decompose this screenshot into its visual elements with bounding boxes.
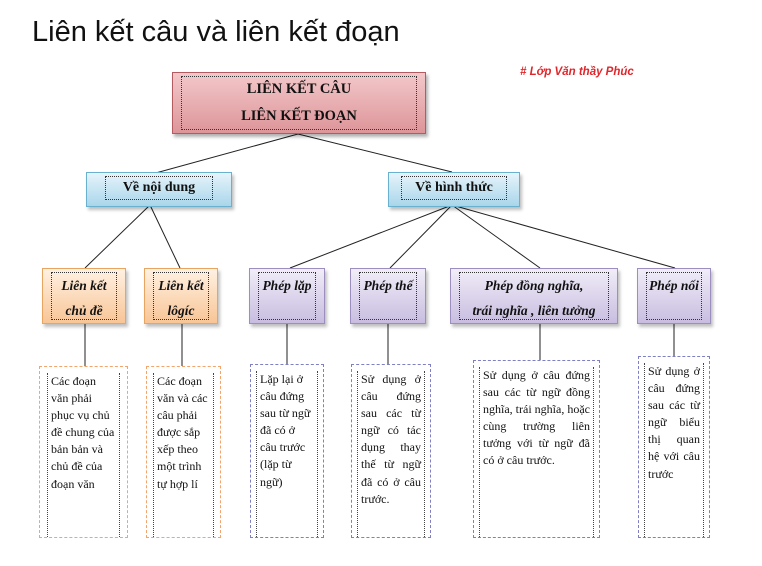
leaf-line1: Phép nối — [649, 278, 699, 293]
connector-form-noi — [452, 205, 675, 268]
root-line1: LIÊN KẾT CÂU — [246, 81, 352, 97]
desc-phep-noi — [638, 356, 710, 538]
leaf-lien-ket-logic — [144, 268, 218, 324]
desc-lien-ket-chu-de — [39, 366, 128, 538]
leaf-phep-noi — [637, 268, 711, 324]
leaf-line1: Liên kết — [61, 278, 107, 293]
branch-content — [86, 172, 232, 207]
desc-text: Lặp lại ở câu đứng sau từ ngữ đã có ở câu trước (lặp từ ngữ) — [256, 371, 318, 537]
connector-form-dongnghia — [452, 205, 540, 268]
connector-form-the — [390, 205, 452, 268]
desc-text: Sử dụng ở câu đứng sau các từ ngữ đồng nghĩa, trái nghĩa, hoặc cùng trường liên tưởng với từ ngữ đã có ở câu trước. — [479, 367, 594, 537]
desc-text: Các đoạn văn phải phục vụ chủ đề chung của bản bản và chủ đề của đoạn văn — [47, 373, 120, 537]
desc-phep-the — [351, 364, 431, 538]
leaf-phep-the — [350, 268, 426, 324]
watermark: # Lớp Văn thầy Phúc — [520, 66, 634, 78]
page-title: Liên kết câu và liên kết đoạn — [32, 16, 400, 48]
branch-form — [388, 172, 520, 207]
connector-root-content — [152, 134, 298, 174]
leaf-phep-dong-nghia — [450, 268, 618, 324]
leaf-phep-lap — [249, 268, 325, 324]
leaf-line2: lôgíc — [167, 303, 195, 318]
leaf-line1: Phép lặp — [262, 278, 312, 293]
connector-form-lap — [290, 205, 452, 268]
leaf-line1: Phép thế — [363, 278, 413, 293]
leaf-line1: Phép đồng nghĩa, — [484, 278, 584, 293]
connector-content-logic — [150, 205, 180, 268]
desc-text: Sử dụng ở câu đứng sau các từ ngữ biểu thị quan hệ với câu trước — [644, 363, 704, 537]
desc-text: Các đoạn văn và các câu phải được sắp xếp theo một trình tự hợp lí — [153, 373, 214, 537]
leaf-line1: Liên kết — [158, 278, 204, 293]
desc-phep-dong-nghia — [473, 360, 600, 538]
root-line2: LIÊN KẾT ĐOẠN — [241, 108, 357, 124]
leaf-lien-ket-chu-de — [42, 268, 126, 324]
desc-phep-lap — [250, 364, 324, 538]
root-node — [172, 72, 426, 134]
leaf-line2: trái nghĩa , liên tưởng — [472, 303, 596, 318]
branch-content-label: Về nội dung — [105, 176, 213, 200]
connector-root-form — [298, 134, 452, 172]
desc-text: Sử dụng ở câu đứng sau các từ ngữ có tác dụng thay thế từ ngữ đã có ở câu trước. — [357, 371, 425, 537]
branch-form-label: Về hình thức — [401, 176, 507, 200]
connector-content-chude — [85, 205, 150, 268]
leaf-line2: chủ đề — [65, 303, 103, 318]
desc-lien-ket-logic — [146, 366, 221, 538]
